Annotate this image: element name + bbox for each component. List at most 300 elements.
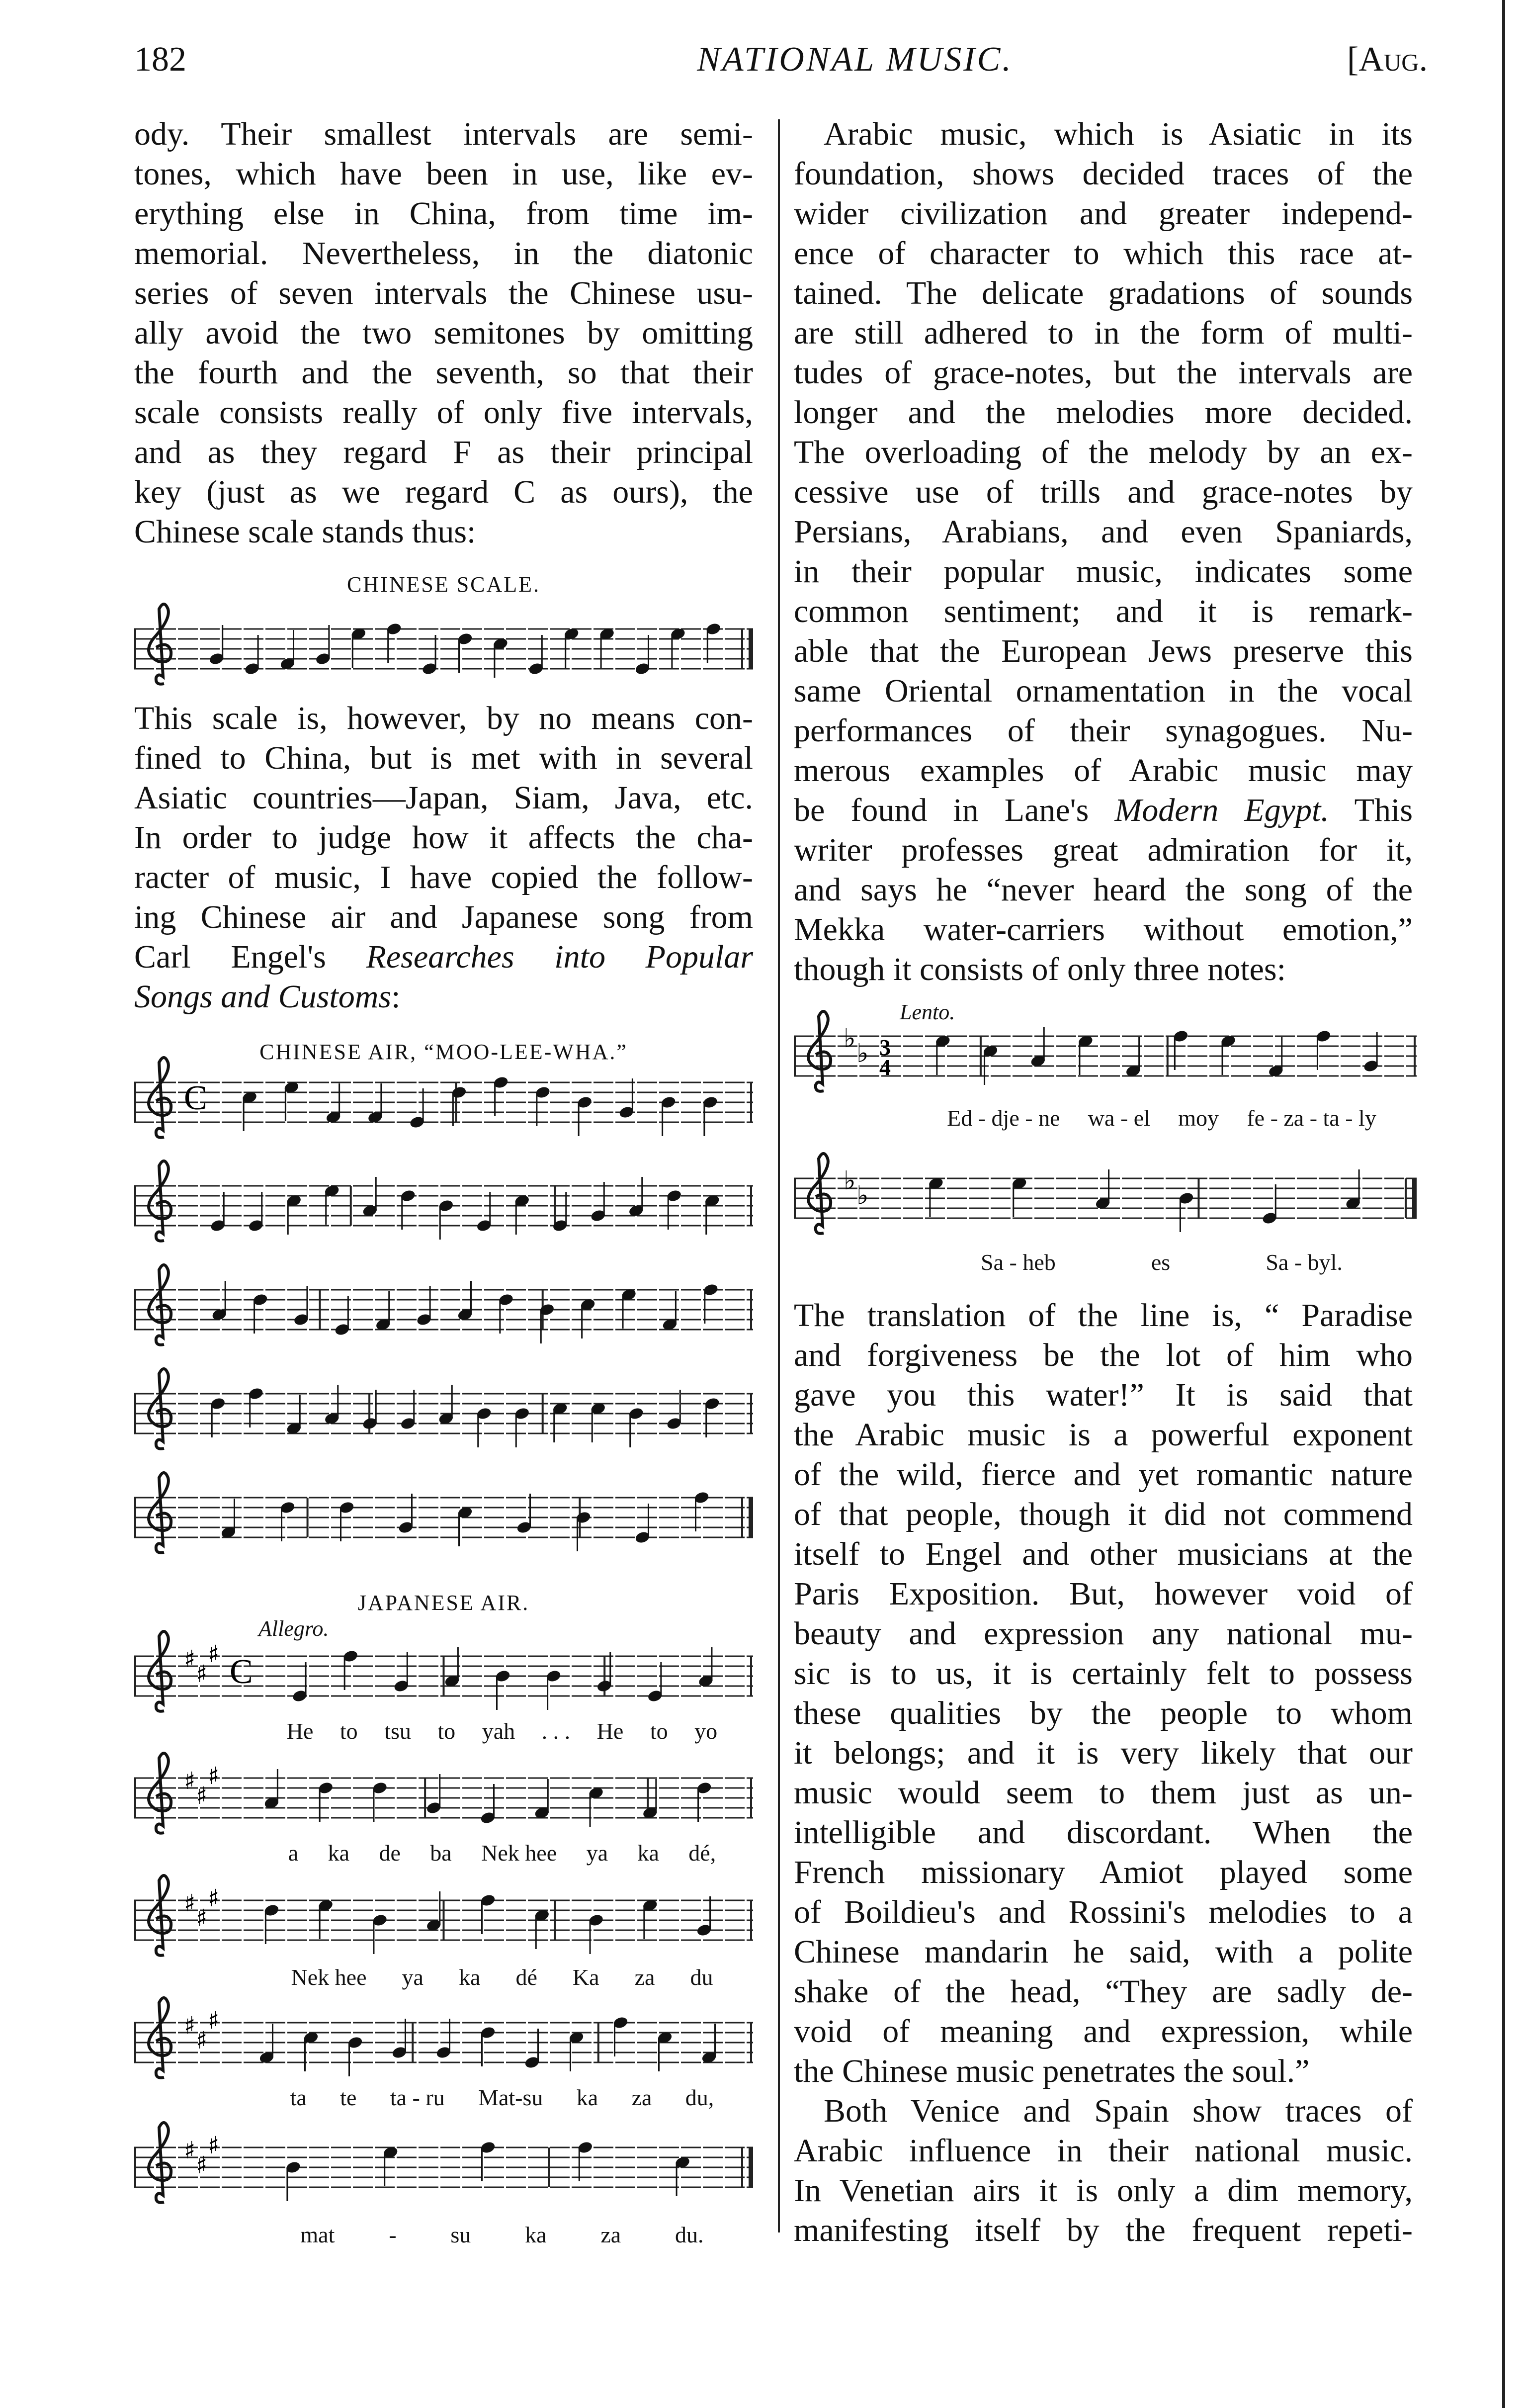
note [620,1288,637,1329]
text-line: in their popular music, indicates some [794,553,1413,590]
lyric-syllable: wa - el [1088,1105,1150,1131]
note [476,1407,492,1447]
note [634,1504,651,1544]
lyric-syllable: ka [525,2222,547,2247]
treble-clef-icon [149,1265,171,1345]
text-line: shake of the head, “They are sadly de- [794,1973,1413,2010]
text-line: This scale is, however, by no means con- [134,700,753,736]
note [367,1083,383,1124]
lyric-syllable: He [596,1718,624,1744]
note [438,1385,454,1426]
note [291,1662,308,1703]
sharp-icon: ♯ [208,1884,220,1912]
note [493,1075,509,1116]
note [425,1891,442,1932]
lyric-syllable: a [288,1840,299,1866]
note [524,2029,540,2069]
note [371,1781,388,1822]
lyric-syllable: te [340,2085,357,2110]
note [670,627,686,668]
note [457,1506,473,1546]
note [293,1286,309,1327]
note [1268,1037,1284,1078]
running-title: NATIONAL MUSIC. [697,40,1013,79]
note [628,1177,644,1218]
lyric-syllable: Sa - byl. [1266,1249,1343,1275]
right-paragraph-2 [794,1296,1413,2091]
note [457,632,473,673]
note [400,1390,416,1430]
lyric-syllable: mat [300,2222,335,2247]
text-line [794,791,1413,830]
treble-clef-icon [149,604,171,684]
note [1178,1191,1194,1232]
lyric-syllable: to [339,1718,358,1744]
sharp-icon: ♯ [196,2027,208,2054]
note [1030,1027,1046,1068]
text-line: and says he “never heard the song of the [794,872,1413,908]
note [285,2160,301,2201]
note [391,2019,408,2059]
note [425,1774,442,1815]
text-line: key (just as we regard C as ours), the [134,474,753,510]
text-line: and as they regard F as their principal [134,434,753,470]
text-line: ence of character to which this race at- [794,235,1413,271]
sharp-icon: ♯ [196,1782,208,1810]
note [476,1192,492,1233]
text-line: memorial. Nevertheless, in the diatonic [134,235,753,271]
note [451,1085,467,1126]
note [612,2016,629,2056]
note [286,1395,302,1435]
note [303,2031,319,2071]
right-paragraph-1 [794,114,1413,989]
note [1173,1029,1189,1070]
lyrics-line [273,2222,731,2248]
note [590,1402,606,1442]
text-line: merous examples of Arabic music may [794,752,1413,789]
issue-month: [Aug. [1347,40,1428,79]
note [342,1649,359,1690]
note [647,1662,663,1703]
sharp-icon: ♯ [196,1660,208,1688]
italic-title: Modern Egypt. [1114,792,1329,828]
note [386,622,402,663]
lyrics-line [273,1840,731,1866]
lyric-syllable: yah [482,1718,515,1744]
note [675,2155,691,2196]
note [211,1281,228,1322]
text-line: series of seven intervals the Chinese usu- [134,275,753,311]
note [642,1779,658,1820]
arabic-song-staff [794,1149,1417,1248]
lyric-syllable: ka [458,1964,481,1990]
lyrics-line [273,1964,731,1990]
lyric-syllable: yo [694,1718,718,1744]
note [528,635,544,676]
note [248,1192,264,1233]
note [422,635,438,676]
note [318,1781,334,1822]
note [492,637,509,678]
text-line: foundation, shows decided traces of the [794,156,1413,192]
lyric-syllable: ta [290,2085,307,2110]
treble-clef-icon [149,1058,171,1138]
lyric-syllable: dé [515,1964,537,1990]
text-line: tained. The delicate gradations of sounds [794,275,1413,311]
note [563,627,580,668]
treble-clef-icon [149,2123,171,2203]
lyric-syllable: . . . [541,1718,571,1744]
treble-clef-icon [149,1631,171,1711]
lyrics-line [273,1718,731,1744]
lyric-syllable: Nek hee [481,1840,557,1866]
flat-icon: ♭ [856,1039,869,1069]
note [599,627,615,668]
text-line [134,977,753,1017]
text-line: scale consists really of only five intervals, [134,394,753,431]
note [334,1296,350,1337]
sharp-icon: ♯ [184,1645,196,1673]
sharp-icon: ♯ [184,1889,196,1917]
sharp-icon: ♯ [208,2007,220,2035]
text-line: Persians, Arabians, and even Spaniards, [794,514,1413,550]
lyric-syllable: He [286,1718,314,1744]
text-segment: This [1329,792,1413,828]
note [495,1669,511,1710]
chinese-air-staff [134,1260,753,1359]
note [982,1044,999,1085]
chinese-air-staff [134,1156,753,1255]
sharp-icon: ♯ [208,2132,220,2159]
lyric-syllable: za [634,1964,655,1990]
page-number: 182 [134,40,186,79]
text-line: sic is to us, it is certainly felt to possess [794,1655,1413,1692]
lyric-syllable: tsu [384,1718,411,1744]
text-line: it belongs; and it is very likely that our [794,1735,1413,1771]
text-line: same Oriental ornamentation in the vocal [794,673,1413,709]
note [444,1647,460,1688]
japanese-air-staff [134,1748,753,1848]
lyric-syllable: su [450,2222,471,2247]
note [210,1192,226,1233]
note [577,1095,593,1136]
note [693,1491,710,1531]
text-line: In Venetian airs it is only a dim memory, [794,2172,1413,2209]
text-line: gave you this water!” It is said that [794,1377,1413,1413]
note [577,2140,593,2181]
text-line: writer professes great admiration for it, [794,832,1413,868]
text-segment: Carl Engel's [134,939,366,975]
lyric-syllable: Ka [572,1964,599,1990]
note [701,2024,717,2064]
note [220,1499,237,1539]
lyric-syllable: za [631,2085,652,2110]
lyrics-line [933,1249,1390,1275]
note [210,1397,226,1437]
note [534,1085,551,1126]
note [618,1078,635,1119]
time-signature: 4 [879,1055,891,1080]
treble-clef-icon [149,1369,171,1449]
note [283,1080,300,1121]
text-line: The overloading of the melody by an ex- [794,434,1413,470]
japanese-air-caption: JAPANESE AIR. [357,1591,530,1615]
note [315,625,331,666]
note [1095,1169,1111,1210]
note [1315,1029,1332,1070]
text-line: ody. Their smallest intervals are semi- [134,116,753,152]
sharp-icon: ♯ [184,2137,196,2164]
note [1220,1034,1236,1075]
lyrics-line [933,1105,1390,1131]
note [258,2024,275,2064]
treble-clef-icon [149,1998,171,2078]
note [575,1511,592,1551]
note [696,1896,712,1937]
text-line: manifesting itself by the frequent repeti- [794,2212,1413,2248]
text-segment: : [391,979,401,1015]
text-line: Both Venice and Spain show traces of [824,2093,1413,2129]
lyric-syllable: de [379,1840,401,1866]
chinese-air-staff [134,1364,753,1463]
text-line: longer and the melodies more decided. [794,394,1413,431]
text-line [134,937,753,977]
text-line: The translation of the line is, “ Paradise [794,1297,1413,1334]
note [1363,1032,1379,1073]
text-line: In order to judge how it affects the cha- [134,819,753,856]
note [400,1189,416,1230]
note [660,1095,677,1136]
text-segment: be found in Lane's [794,792,1115,828]
note [514,1407,530,1447]
left-paragraph-2 [134,699,753,1017]
text-line: itself to Engel and other musicians at the [794,1536,1413,1572]
lyric-syllable: to [437,1718,456,1744]
note [480,2026,496,2066]
chinese-air-staff [134,1053,753,1152]
treble-clef-icon [808,1011,831,1091]
note [704,1397,720,1437]
note [457,1281,473,1322]
lyric-syllable: du [690,1964,713,1990]
text-line: French missionary Amiot played some [794,1854,1413,1890]
lyric-syllable: to [650,1718,668,1744]
lyric-syllable: za [600,2222,621,2247]
note [263,1769,280,1810]
text-line: common sentiment; and it is remark- [794,593,1413,629]
note [480,1784,496,1825]
arabic-song-staff [794,1006,1417,1106]
note [347,2036,363,2076]
note [1011,1176,1027,1217]
note [318,1898,334,1939]
sharp-icon: ♯ [196,1904,208,1932]
note [382,2145,399,2186]
note [628,1407,644,1447]
lyric-syllable: ta - ru [390,2085,445,2110]
note [704,1194,720,1235]
note [696,1781,712,1822]
sharp-icon: ♯ [196,2151,208,2179]
note [514,1194,530,1235]
text-line: beauty and expression any national mu- [794,1615,1413,1652]
treble-clef-icon [149,1473,171,1553]
italic-title: Songs and Customs [134,979,392,1015]
treble-clef-icon [808,1154,831,1234]
lyric-syllable: dé, [688,1840,716,1866]
text-line: Mekka water-carriers without emotion,” [794,911,1413,948]
sharp-icon: ♯ [208,1762,220,1790]
text-line: Chinese mandarin he said, with a polite [794,1934,1413,1970]
note [590,1182,606,1223]
text-line: music would seem to them just as un- [794,1775,1413,1811]
text-line: of that people, though it did not commend [794,1496,1413,1532]
note [339,1501,355,1541]
text-line: able that the European Jews preserve this [794,633,1413,669]
common-time-icon: C [230,1653,253,1691]
sharp-icon: ♯ [184,1767,196,1795]
lyric-syllable: es [1151,1249,1171,1275]
text-line: though it consists of only three notes: [794,951,1286,987]
text-line: Paris Exposition. But, however void of [794,1576,1413,1612]
note [702,1283,719,1324]
japanese-air-staff [134,1871,753,1970]
lyric-syllable: ya [402,1964,424,1990]
note [552,1402,568,1442]
chinese-scale-caption: CHINESE SCALE. [346,572,541,597]
lyric-syllable: Sa - heb [981,1249,1056,1275]
text-line: tones, which have been in use, like ev- [134,156,753,192]
note [438,1199,454,1240]
note [324,1385,340,1426]
left-paragraph-1 [134,114,753,552]
lyric-syllable: ba [430,1840,452,1866]
note [539,1303,555,1343]
note [371,1913,388,1954]
note [242,1090,258,1131]
note [580,1298,596,1338]
note [545,1669,562,1710]
lyric-syllable: ka [637,1840,659,1866]
text-line: the Arabic music is a powerful exponent [794,1417,1413,1453]
text-line: wider civilization and greater independ- [794,195,1413,232]
text-line: Asiatic countries—Japan, Siam, Java, etc. [134,780,753,816]
note [252,1293,268,1334]
note [657,2031,673,2071]
note [934,1034,951,1075]
text-line: the fourth and the seventh, so that their [134,355,753,391]
note [1125,1037,1141,1078]
lyric-syllable: du. [675,2222,704,2247]
note [480,2140,496,2181]
note [705,622,722,663]
lyric-syllable: - [389,2222,397,2247]
flat-icon: ♭ [844,1166,856,1196]
lyric-syllable: Ed - dje - ne [947,1105,1060,1131]
text-line: these qualities by the people to whom [794,1695,1413,1731]
text-line: ing Chinese air and Japanese song from [134,899,753,935]
italic-title: Researches into Popular [366,939,754,975]
note [642,1898,658,1939]
note [662,1291,678,1332]
lyric-syllable: du, [685,2085,714,2110]
note [244,635,260,676]
note [248,1387,264,1427]
note [1262,1184,1278,1225]
note [634,635,651,676]
text-line: cessive use of trills and grace-notes by [794,474,1413,510]
note [666,1189,682,1230]
note [286,1194,302,1235]
sharp-icon: ♯ [184,2012,196,2040]
note [435,2019,452,2059]
note [568,2031,585,2071]
lyric-syllable: ya [586,1840,608,1866]
lyrics-line [273,2084,731,2111]
note [393,1652,410,1693]
japanese-air-staff [134,2118,753,2217]
note [1077,1034,1094,1075]
chinese-air-staff [134,1468,753,1567]
text-line: erything else in China, from time im- [134,195,753,232]
note [409,1088,425,1129]
text-line: void of meaning and expression, while [794,2013,1413,2050]
flat-icon: ♭ [856,1181,869,1211]
note [516,1494,532,1534]
text-line: the Chinese music penetrates the soul.” [794,2053,1310,2089]
note [362,1177,378,1218]
text-line: Chinese scale stands thus: [134,514,476,550]
japanese-tempo-marking: Allegro. [258,1616,329,1641]
common-time-icon: C [184,1079,207,1117]
note [1345,1169,1361,1210]
note [928,1176,944,1217]
note [534,1908,550,1949]
lyric-syllable: Nek hee [291,1964,367,1990]
text-line: fined to China, but is met with in several [134,740,753,776]
text-line: ally avoid the two semitones by omitting [134,315,753,351]
text-line: performances of their synagogues. Nu- [794,713,1413,749]
text-line: Arabic influence in their national music. [794,2133,1413,2169]
lyric-syllable: Mat-su [478,2085,543,2110]
japanese-air-staff [134,1993,753,2092]
lyric-syllable: fe - za - ta - ly [1247,1105,1376,1131]
note [588,1913,604,1954]
column-rule [778,119,780,2232]
note [325,1083,341,1124]
text-line: racter of music, I have copied the follow- [134,859,753,895]
chinese-scale-staff [134,599,753,699]
flat-icon: ♭ [844,1024,856,1054]
note [498,1293,514,1334]
treble-clef-icon [149,1161,171,1241]
page-edge-line [1502,0,1505,2408]
text-line: and forgiveness be the lot of him who [794,1337,1413,1373]
note [416,1286,432,1327]
lyric-syllable: ka [576,2085,598,2110]
sharp-icon: ♯ [208,1640,220,1668]
note [398,1494,414,1534]
arabic-tempo-marking: Lento. [900,1000,955,1024]
note [588,1786,604,1827]
note [666,1390,682,1430]
lyric-syllable: ka [328,1840,349,1866]
note [480,1893,496,1934]
text-line: of the wild, fierce and yet romantic nature [794,1456,1413,1493]
note [279,1501,296,1541]
treble-clef-icon [149,1875,171,1956]
